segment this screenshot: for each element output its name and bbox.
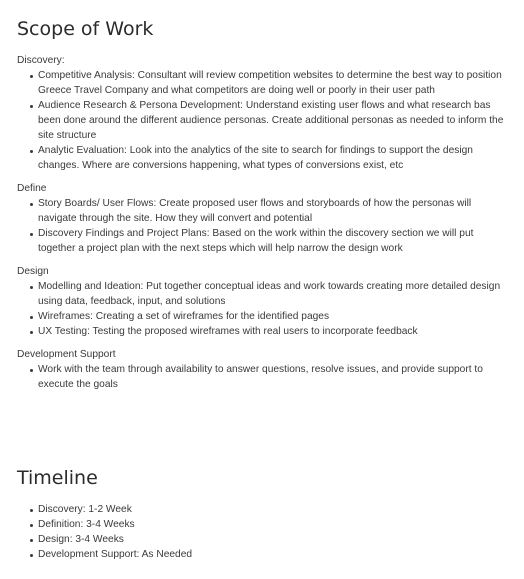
scope-group-define <box>17 181 509 256</box>
list-item: Analytic Evaluation: Look into the analytics of the site to search for findings to support the design changes. Where are conversions happening, what types of conversions exist, etc <box>38 143 509 173</box>
list-item: Development Support: As Needed <box>38 547 509 562</box>
timeline-heading: Timeline <box>17 467 98 489</box>
scope-group-design <box>17 264 509 339</box>
timeline-list <box>17 502 509 562</box>
list-item: Modelling and Ideation: Put together conceptual ideas and work towards creating more detailed design using data, feedback, input, and solutions <box>38 279 509 309</box>
group-label-define: Define <box>17 183 47 194</box>
list-item: Discovery Findings and Project Plans: Based on the work within the discovery section we will put together a project plan with the next steps which will help narrow the design work <box>38 226 509 256</box>
design-list <box>17 279 509 339</box>
development-support-list <box>17 362 509 392</box>
list-item: Discovery: 1-2 Week <box>38 502 509 517</box>
list-item: Work with the team through availability to answer questions, resolve issues, and provide support to execute the goals <box>38 362 509 392</box>
scope-of-work-heading: Scope of Work <box>17 18 154 40</box>
group-label-design: Design <box>17 266 49 277</box>
scope-group-discovery <box>17 53 509 173</box>
group-label-discovery: Discovery: <box>17 55 65 66</box>
list-item: Design: 3-4 Weeks <box>38 532 509 547</box>
list-item: Competitive Analysis: Consultant will review competition websites to determine the best way to position Greece Travel Company and what competitors are doing well or poorly in their user path <box>38 68 509 98</box>
define-list <box>17 196 509 256</box>
timeline-body <box>17 502 509 562</box>
scope-of-work-body <box>17 53 509 392</box>
list-item: Wireframes: Creating a set of wireframes for the identified pages <box>38 309 509 324</box>
list-item: Definition: 3-4 Weeks <box>38 517 509 532</box>
list-item: Story Boards/ User Flows: Create proposed user flows and storyboards of how the personas will navigate through the site. How they will convert and potential <box>38 196 509 226</box>
discovery-list <box>17 68 509 173</box>
list-item: UX Testing: Testing the proposed wireframes with real users to incorporate feedback <box>38 324 509 339</box>
scope-group-development-support <box>17 347 509 392</box>
group-label-development-support: Development Support <box>17 349 116 360</box>
list-item: Audience Research & Persona Development: Understand existing user flows and what research bas been done around the different audience personas. Create additional personas as needed to inform the site structure <box>38 98 509 143</box>
